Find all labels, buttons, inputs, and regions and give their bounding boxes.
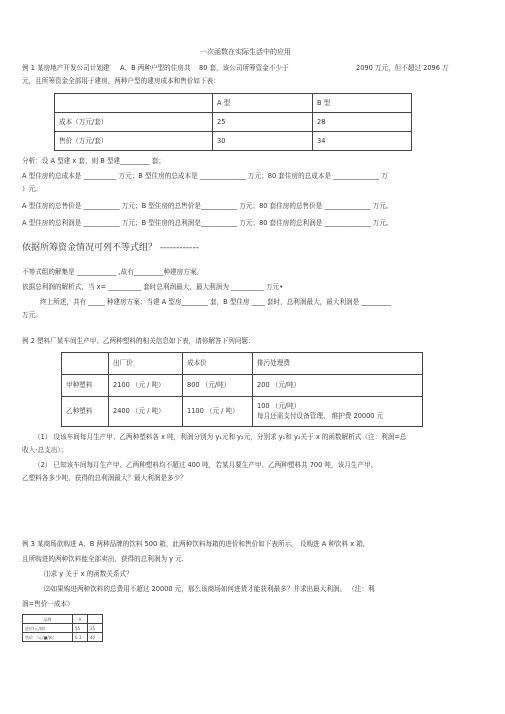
ex3-intro-b: 且所购进的两种饮料能全部卖出，获得的总利润为 y 元. xyxy=(22,555,184,563)
ex1-total-cost-end: ）元。 xyxy=(22,185,42,193)
table-cell xyxy=(62,353,109,375)
table-row xyxy=(55,94,412,113)
ex1-summary-a: 终上所述，共有 _____ 种建房方案；当建 A 型房________ 套，B 型住房 ____ 套时，总利润最大，最大利润是 _________ xyxy=(40,298,391,306)
table-cell: 出厂价 xyxy=(109,353,183,375)
table-cell: 进价(元/箱) xyxy=(23,624,73,633)
table-cell: 6.3 xyxy=(73,633,88,642)
ex2-q2-a: （2） 已知该车间每月生产甲、乙两种塑料均不超过 400 吨，若某月要生产甲、乙两种塑料共 700 吨，该月生产甲、 xyxy=(34,461,378,469)
table-cell: 200 （元/吨） xyxy=(253,375,423,397)
table-row xyxy=(62,397,423,427)
table-cell: 40 xyxy=(88,633,103,642)
table-cell: 30 xyxy=(213,132,313,151)
ex2-intro: 例 2 塑料厂某车间生产甲、乙两种塑料的相关信息如下表，请你解答下列问题： xyxy=(22,337,255,345)
table-cell: 28 xyxy=(313,113,412,132)
ex2-plastic-table xyxy=(61,352,423,427)
table-row xyxy=(23,633,103,642)
ex1-line1-c: 80 套，该公司所筹资金不少于 xyxy=(199,64,289,72)
table-cell: A xyxy=(73,615,88,624)
table-row xyxy=(23,615,103,624)
ex1-total-profit: A 型住房的总利润是 ___________ 万元；B 型住房的总利润是___________ 万元；80 套住房的总利润是 ______________ 万元。 xyxy=(22,219,393,227)
table-cell: 甲种塑料 xyxy=(62,375,109,397)
table-cell: 2100 （元 / 吨） xyxy=(109,375,183,397)
ex3-q2-b: 润=售价一成本） xyxy=(22,600,74,608)
table-cell: 排污处理费 xyxy=(253,353,423,375)
table-cell: B 型 xyxy=(313,94,412,113)
table-cell: 成本价 xyxy=(183,353,253,375)
table-cell: 成本（万元/套） xyxy=(55,113,213,132)
ex1-summary-b: 万元。 xyxy=(22,311,42,319)
ex1-solution-set: 不等式组的解集是 ____________ ,故有_________种建房方案。 xyxy=(22,268,204,276)
ex1-cost-table xyxy=(54,93,412,151)
table-cell: 乙种塑料 xyxy=(62,397,109,427)
ex3-q2-a: ⑵如果购进两种饮料的总费用不超过 20000 元，那么该商场如何进货才能获利最多？并求出最大利润。 （注：利 xyxy=(44,585,375,593)
table-cell-fee xyxy=(253,397,423,427)
ex2-q2-b: 乙塑料各多少吨，获得的总利润最大？最大利润是多少？ xyxy=(22,474,187,482)
table-cell: 25 xyxy=(213,113,313,132)
ex2-q1-b: 收入-总支出）； xyxy=(22,446,68,454)
fee-line-b: 每月还需支付设备管理、 维护费 20000 元 xyxy=(257,411,384,420)
table-cell: 1100 （元 / 吨） xyxy=(183,397,253,427)
ex1-fund-heading: 依据所筹资金情况可列不等式组？ ------------ xyxy=(22,243,199,253)
table-cell: 品牌 xyxy=(23,615,73,624)
fee-line-a: 100 （元/吨） xyxy=(257,401,301,410)
table-cell: 800 （元/吨） xyxy=(183,375,253,397)
table-row xyxy=(23,624,103,633)
table-cell: A 型 xyxy=(213,94,313,113)
ex1-profit-function: 依据总利润的解析式，当 x= __________ 套时总利润最大，最大利润为 __________ 万元• xyxy=(22,283,284,291)
ex1-analysis: 分析：设 A 型建 x 套，则 B 型建_________ 套； xyxy=(22,157,165,165)
ex2-q1-a: （1） 设该车间每月生产甲、乙两种塑料各 x 吨，利润分别为 y₁元和 y₂元，分别求 y₁和 y₂关于 x 的函数解析式（注：利润=总 xyxy=(34,433,407,441)
table-cell: 2400 （元 / 吨） xyxy=(109,397,183,427)
ex1-total-price: A 型住房的总售价是 ___________ 万元；B 型住房的总售价是___________ 万元；80 套住房的总售价是 ______________ 万元。 xyxy=(22,202,393,210)
ex1-line1-d: 2090 万元，但不超过 2096 万 xyxy=(356,64,449,72)
ex1-total-cost: A 型住房的总成本是 __________ 万元；B 型住房的总成本是 ______________ 万元；80 套住房的总成本是 ______________ 万 xyxy=(22,172,388,180)
table-cell: 35 xyxy=(88,624,103,633)
ex1-line2: 元，且所筹资金全部用于建房，两种户型的建房成本和售价如下表： xyxy=(22,77,220,85)
table-cell: 售价 （元/■/箱） xyxy=(23,633,73,642)
table-row xyxy=(62,375,423,397)
table-cell xyxy=(55,94,213,113)
ex3-intro-a: 例 3 某商场欲购进 A、B 两种品牌的饮料 500 箱，此两种饮料每箱的进价和售价如下表所示。 设购进 A 种饮料 x 箱, xyxy=(22,540,365,548)
table-cell: 34 xyxy=(313,132,412,151)
table-row xyxy=(55,132,412,151)
ex3-q1: ⑴求 y 关于 x 的函数关系式？ xyxy=(44,570,133,578)
table-row xyxy=(62,353,423,375)
table-cell xyxy=(88,615,103,624)
ex1-line1-b: A、B 两种户型的住房共 xyxy=(120,64,191,72)
table-cell: 售价（万元/套） xyxy=(55,132,213,151)
table-row xyxy=(55,113,412,132)
ex1-line1-a: 例 1 某房地产开发公司计划建 xyxy=(22,64,110,72)
table-cell: 55 xyxy=(73,624,88,633)
page-title: 一次函数在实际生活中的应用 xyxy=(200,48,291,56)
ex3-drink-table xyxy=(22,614,103,642)
